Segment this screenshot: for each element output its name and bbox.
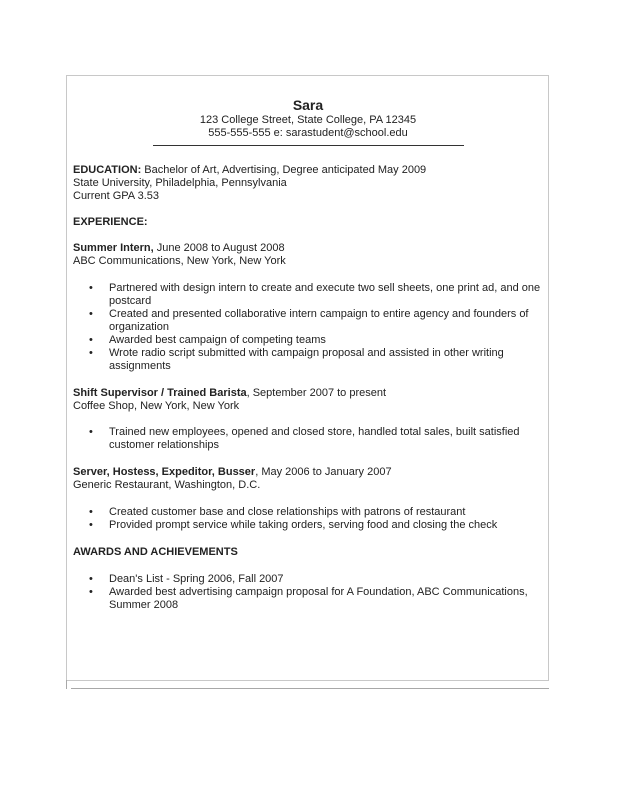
job-employer: ABC Communications, New York, New York	[73, 255, 286, 267]
list-item: • Created and presented collaborative intern campaign to entire agency and founders of organization	[89, 308, 529, 333]
candidate-name: Sara	[292, 97, 324, 113]
list-item: • Partnered with design intern to create and execute two sell sheets, one print ad, and one postcard	[89, 282, 541, 307]
list-item: • Wrote radio script submitted with campaign proposal and assisted in other writing assignments	[89, 347, 504, 372]
list-item: • Dean's List - Spring 2006, Fall 2007	[89, 573, 284, 585]
header-divider	[153, 145, 464, 146]
education-heading: EDUCATION:	[73, 164, 142, 176]
job-dates: , September 2007 to present	[246, 387, 387, 399]
job-title: Server, Hostess, Expeditor, Busser	[73, 466, 256, 478]
job-dates: , May 2006 to January 2007	[255, 466, 392, 478]
job-employer: Coffee Shop, New York, New York	[73, 400, 240, 412]
job-entry	[73, 466, 543, 532]
resume-document	[73, 96, 543, 612]
awards-bullets	[73, 573, 543, 612]
job-bullets	[73, 506, 543, 532]
contact-line: 555-555-555 e: sarastudent@school.edu	[208, 127, 408, 139]
education-section	[73, 164, 543, 203]
list-item: • Trained new employees, opened and closed store, handled total sales, built satisfied customer relationships	[89, 426, 520, 451]
job-title: Summer Intern,	[73, 242, 154, 254]
list-item: • Awarded best campaign of competing teams	[89, 334, 326, 346]
page-bottom-edge	[66, 680, 549, 690]
resume-header	[73, 97, 543, 146]
awards-heading: AWARDS AND ACHIEVEMENTS	[73, 546, 238, 558]
job-bullets	[73, 282, 543, 373]
list-item: • Provided prompt service while taking orders, serving food and closing the check	[89, 519, 498, 531]
education-school: State University, Philadelphia, Pennsylvania	[73, 177, 287, 189]
job-title: Shift Supervisor / Trained Barista	[73, 387, 247, 399]
list-item: • Awarded best advertising campaign proposal for A Foundation, ABC Communications, Summer 2008	[89, 586, 528, 611]
education-gpa: Current GPA 3.53	[73, 190, 160, 202]
list-item: • Created customer base and close relationships with patrons of restaurant	[89, 506, 466, 518]
job-employer: Generic Restaurant, Washington, D.C.	[73, 479, 261, 491]
job-entry	[73, 387, 543, 452]
education-degree: Bachelor of Art, Advertising, Degree anticipated May 2009	[141, 164, 427, 176]
job-dates: June 2008 to August 2008	[153, 242, 285, 254]
job-entry	[73, 242, 543, 373]
experience-heading: EXPERIENCE:	[73, 216, 148, 228]
job-bullets	[73, 426, 543, 452]
address-line: 123 College Street, State College, PA 12345	[199, 114, 417, 126]
